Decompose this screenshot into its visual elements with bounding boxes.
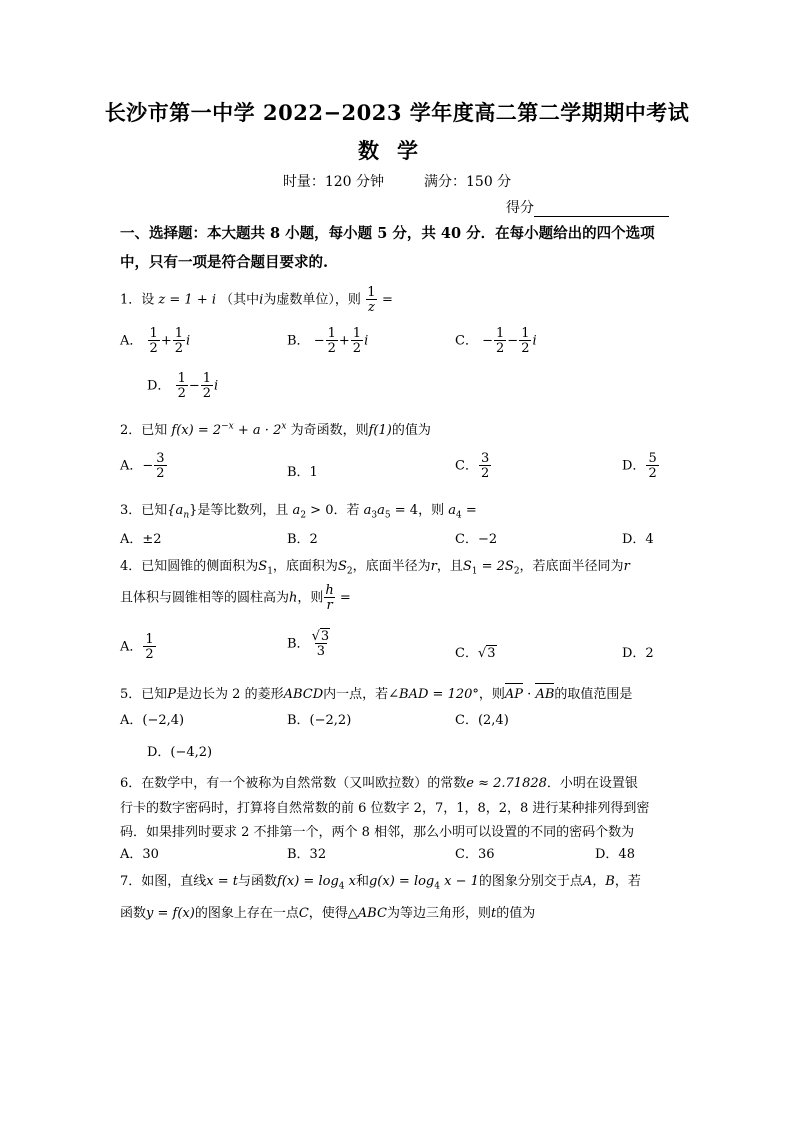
q7-line: x = t: [206, 874, 238, 889]
denominator: 2: [156, 466, 165, 481]
q1-i: i: [259, 292, 264, 308]
q7-y: y = f(x): [146, 906, 195, 921]
q7-f: x: [344, 874, 356, 889]
denominator: 2: [521, 341, 530, 356]
q5-text: 是边长为 2 的菱形: [176, 687, 284, 702]
fraction: [154, 452, 166, 480]
section-heading: 一、选择题：本大题共 8 小题，每小题 5 分，共 40 分．在每小题给出的四个选项中，只有一项是符合题目要求的.: [120, 225, 655, 271]
q7-text: 与函数: [238, 874, 278, 889]
numerator: 1: [174, 326, 183, 341]
option-label: A．: [120, 333, 143, 349]
fraction: [176, 372, 188, 400]
q3-text: 是等比数列，且: [197, 503, 289, 518]
q5-text: 的取值范围是: [554, 687, 633, 702]
fraction: [201, 372, 213, 400]
q7-text: 7．如图，直线: [120, 874, 207, 889]
q3-cond: a: [363, 503, 372, 518]
vector-ap: AP: [504, 687, 524, 702]
fraction: [479, 452, 491, 480]
q4-option-c[interactable]: [455, 642, 497, 661]
sign: +: [338, 333, 350, 349]
q7-text: 的图象上存在一点: [194, 906, 299, 921]
q3-ask: a: [448, 503, 456, 518]
imag-unit: i: [186, 333, 191, 349]
numerator: 1: [352, 326, 362, 341]
q4-equals: =: [335, 590, 351, 606]
q4-var: h: [289, 590, 298, 606]
q1-fraction: [366, 286, 377, 314]
q5-text: 内一点，若: [323, 687, 389, 702]
vector-ab: AB: [535, 687, 555, 702]
q4-text: 且体积与圆锥相等的圆柱高为: [120, 590, 290, 606]
option-label: B．: [287, 636, 310, 652]
numerator: 3: [156, 451, 165, 466]
radicand: 3: [487, 646, 496, 661]
question-4-line-1: [120, 555, 630, 577]
q4-var: S: [337, 559, 347, 574]
q3-cond: a: [377, 503, 385, 518]
sign: −: [507, 333, 519, 349]
q5-option-c[interactable]: C．(2,4): [455, 713, 509, 728]
q3-cond: > 0: [306, 503, 334, 518]
numerator: 1: [145, 632, 154, 647]
numerator: 1: [149, 326, 158, 341]
q4-option-b[interactable]: [287, 630, 332, 658]
q3-option-b[interactable]: B．2: [287, 532, 318, 547]
subject-title: 数学: [358, 138, 436, 163]
denominator: 2: [177, 386, 186, 401]
option-label: C．: [455, 333, 478, 349]
q3-cond: a: [292, 503, 301, 518]
q4-text: ，若底面半径同为: [519, 559, 624, 574]
q1-option-b[interactable]: [287, 327, 368, 355]
q7-f: f(x) = log: [277, 874, 339, 889]
q3-seq: }: [189, 503, 198, 518]
imag-unit: i: [532, 333, 537, 349]
q5-point: P: [167, 687, 177, 702]
subscript: 5: [384, 510, 391, 521]
q1-text: （其中: [220, 292, 260, 308]
q2-f1: f(1): [368, 423, 392, 438]
q4-var: S: [462, 559, 472, 574]
fraction: [173, 327, 185, 355]
sqrt-sign: √: [311, 629, 320, 644]
subscript: 3: [371, 510, 378, 521]
q7-text: ，若: [614, 874, 641, 889]
subscript: 1: [471, 566, 478, 577]
q6-option-d[interactable]: D．48: [595, 847, 635, 862]
q4-option-d[interactable]: D．2: [622, 646, 654, 661]
denominator: 3: [316, 644, 325, 659]
radicand: 3: [320, 629, 330, 644]
option-label: D．: [622, 458, 646, 474]
q1-equals: =: [377, 292, 393, 308]
q4-text: ，底面半径为: [352, 559, 431, 574]
q4-text: ，底面积为: [272, 559, 338, 574]
question-6-line-2: 行卡的数字密码时，打算将自然常数的前 6 位数字 2，7，1，8，2，8 进行某种排列得到密: [120, 801, 650, 816]
question-1-stem: [120, 286, 393, 314]
q7-text: 的图象分别交于点: [478, 874, 583, 889]
q4-option-a[interactable]: [120, 633, 157, 661]
numerator: 5: [648, 451, 657, 466]
q7-point: C: [298, 906, 309, 921]
q7-text: ，使得: [308, 906, 348, 921]
q7-g: g(x) = log: [368, 874, 435, 889]
q5-angle: ∠BAD = 120°: [388, 687, 479, 702]
sign: −: [482, 333, 493, 349]
subscript: 4: [338, 881, 345, 892]
q5-option-a[interactable]: A．(−2,4): [120, 713, 185, 728]
q5-rhombus: ABCD: [283, 687, 324, 702]
numerator: 1: [177, 371, 186, 386]
q5-text: 5．已知: [120, 687, 168, 702]
denominator: 2: [496, 341, 505, 356]
page-title: 长沙市第一中学 2022−2023 学年度高二第二学期期中考试: [104, 100, 690, 125]
imag-unit: i: [214, 378, 219, 394]
q4-fraction: [324, 584, 334, 612]
q1-expression: z = 1 + i: [158, 292, 217, 308]
denominator: z: [368, 300, 375, 315]
imag-unit: i: [364, 333, 369, 349]
q7-t: t: [490, 906, 497, 921]
q3-option-c[interactable]: C．−2: [455, 532, 498, 547]
q6-option-b[interactable]: B．32: [287, 847, 327, 862]
fraction: [143, 633, 155, 661]
option-label: C．: [455, 646, 478, 661]
sign: −: [188, 378, 200, 394]
subscript: 2: [300, 510, 307, 521]
q1-option-c[interactable]: [455, 327, 537, 355]
score-field: [506, 197, 669, 217]
q5-option-b[interactable]: B．(−2,2): [287, 713, 352, 728]
question-6-line-3: 码．如果排列时要求 2 不排第一个，两个 8 相邻，那么小明可以设置的不同的密码个数为: [120, 825, 635, 840]
option-label: C．: [455, 458, 478, 474]
exam-meta: [0, 171, 794, 191]
time-limit: 时量：120 分钟: [282, 174, 384, 190]
option-label: B．: [287, 333, 310, 349]
question-5-stem: [120, 683, 632, 702]
q3-text: ，则: [418, 503, 445, 518]
exponent: x: [281, 421, 287, 432]
q5-option-d[interactable]: D．(−4,2): [147, 745, 213, 760]
denominator: 2: [352, 341, 362, 356]
fraction: [326, 327, 338, 355]
q7-text: 的值为: [496, 906, 536, 921]
q3-text: ．若: [333, 503, 360, 518]
q1-text: 为虚数单位），则: [263, 292, 361, 308]
sign: −: [313, 333, 325, 349]
numerator: 1: [367, 285, 376, 300]
sign: +: [160, 333, 172, 349]
q4-text: ，且: [436, 559, 463, 574]
q4-var: S: [258, 559, 268, 574]
denominator: 2: [145, 647, 154, 662]
subscript: 1: [267, 566, 273, 577]
numerator: 1: [327, 326, 336, 341]
q7-text: 和: [355, 874, 369, 889]
q3-ask: =: [461, 503, 477, 518]
q2-expression: f(x) = 2: [171, 423, 222, 438]
fraction: [494, 327, 506, 355]
q4-text: ，则: [297, 590, 324, 606]
score-blank[interactable]: [534, 202, 669, 217]
fraction: [519, 327, 531, 355]
q2-option-c[interactable]: [455, 452, 492, 480]
option-label: A．: [120, 458, 143, 474]
q7-points: A，B: [582, 874, 615, 889]
question-6-line-1: [120, 772, 638, 791]
euler-number: e ≈ 2.71828: [466, 776, 547, 791]
q1-text: 1．设: [120, 292, 155, 308]
denominator: 2: [327, 341, 336, 356]
exponent: −x: [221, 421, 234, 432]
q4-var: = 2S: [477, 559, 514, 574]
q7-text: 为等边三角形，则: [386, 906, 491, 921]
q6-text: 6．在数学中，有一个被称为自然常数（又叫欧拉数）的常数: [120, 776, 467, 791]
subscript: 4: [456, 510, 462, 521]
q2-text: 2．已知: [120, 423, 168, 438]
subscript: n: [183, 510, 190, 521]
option-label: A．: [120, 639, 143, 655]
denominator: 2: [149, 341, 158, 356]
q5-text: ，则: [478, 687, 505, 702]
denominator: 2: [174, 341, 183, 356]
q4-var: r: [430, 559, 437, 574]
numerator: h: [325, 583, 334, 598]
q2-expression: + a · 2: [233, 423, 282, 438]
question-7-line-2: [120, 902, 535, 921]
denominator: r: [326, 598, 333, 613]
sqrt-sign: √: [477, 646, 487, 661]
subscript: 2: [513, 566, 520, 577]
q2-option-a[interactable]: [120, 452, 168, 480]
subscript: 4: [434, 881, 440, 892]
q6-option-a[interactable]: A．30: [120, 847, 159, 862]
q2-option-b[interactable]: B．1: [287, 465, 318, 480]
q1-option-d[interactable]: [147, 372, 218, 400]
question-3-stem: [120, 499, 477, 521]
numerator: 1: [202, 371, 212, 386]
q2-option-d[interactable]: [622, 452, 660, 480]
q7-g: x − 1: [439, 874, 479, 889]
q4-text: 4．已知圆锥的侧面积为: [120, 559, 259, 574]
full-score: 满分：150 分: [424, 174, 512, 190]
fraction: [311, 630, 332, 658]
fraction: [148, 327, 160, 355]
subscript: 2: [346, 566, 353, 577]
q6-option-c[interactable]: C．36: [455, 847, 495, 862]
question-4-line-2: [120, 584, 351, 612]
denominator: 2: [202, 386, 212, 401]
q2-text: 的值为: [391, 423, 431, 438]
fraction: [351, 327, 363, 355]
denominator: 2: [648, 466, 657, 481]
option-label: D．: [147, 378, 171, 394]
question-2-stem: [120, 419, 431, 438]
q7-triangle: △ABC: [347, 906, 387, 921]
score-label: 得分: [506, 200, 534, 216]
dot-product: ·: [523, 687, 536, 702]
numerator: 3: [480, 451, 490, 466]
q3-cond: = 4: [390, 503, 419, 518]
numerator: 1: [521, 326, 530, 341]
fraction: [646, 452, 658, 480]
q3-option-a[interactable]: A．±2: [120, 532, 162, 547]
numerator: 1: [496, 326, 505, 341]
numerator: [311, 630, 332, 643]
question-7-line-1: [120, 870, 641, 892]
q7-text: 函数: [120, 906, 147, 921]
q6-text: ．小明在设置银: [546, 776, 638, 791]
q3-text: 3．已知: [120, 503, 168, 518]
q4-var: r: [623, 559, 630, 574]
q3-seq: {a: [167, 503, 184, 518]
denominator: 2: [480, 466, 490, 481]
sign: −: [142, 458, 154, 474]
q1-option-a[interactable]: [120, 327, 190, 355]
q2-text: 为奇函数，则: [290, 423, 369, 438]
q3-option-d[interactable]: D．4: [622, 532, 654, 547]
